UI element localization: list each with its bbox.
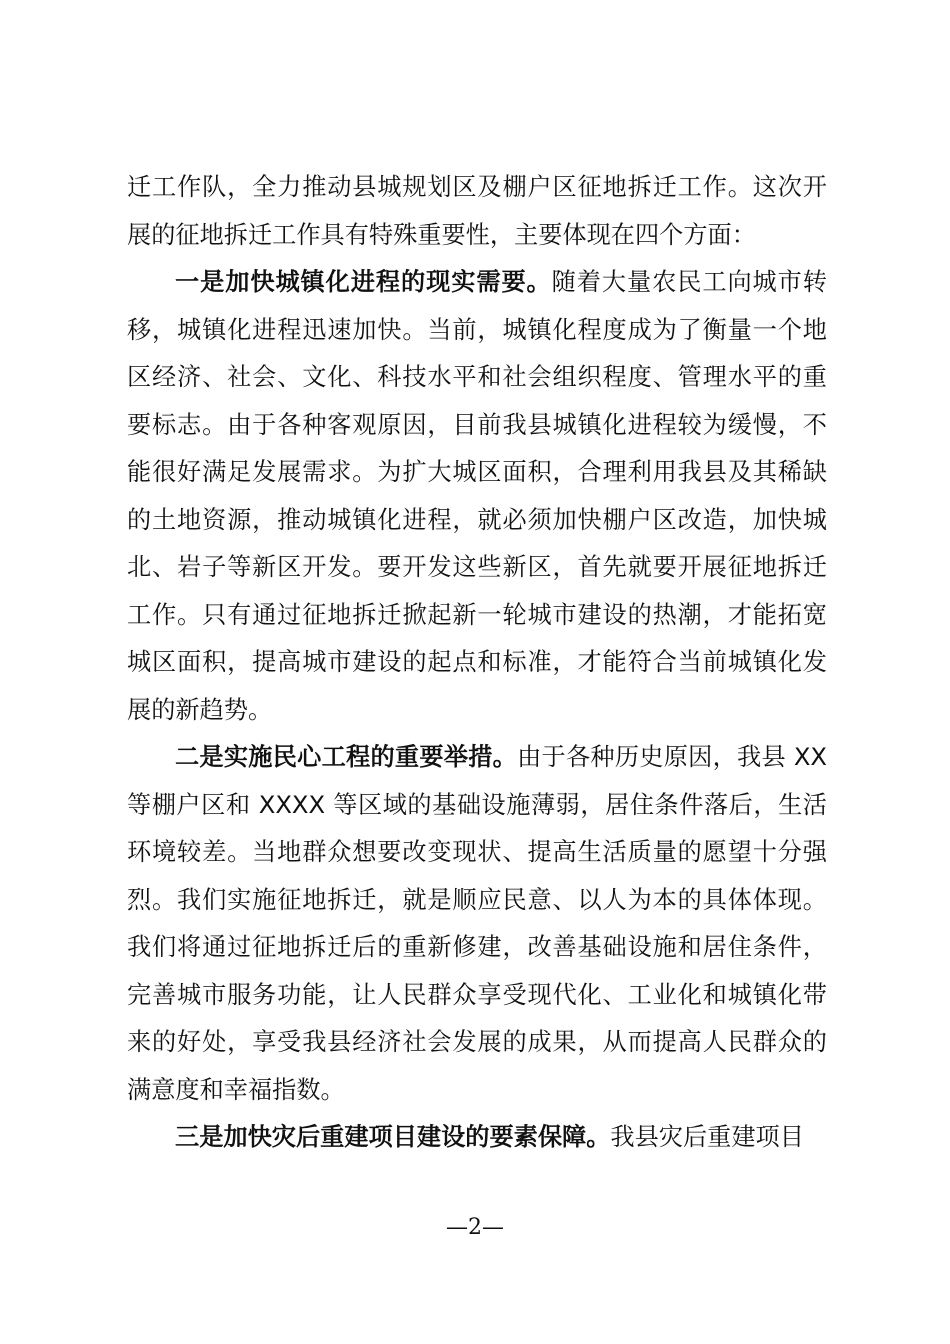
paragraph-point-3 — [127, 1114, 827, 1162]
paragraph-text: 我县灾后重建项目 — [610, 1123, 804, 1151]
paragraph-text: 由于各种历史原因，我县 XX 等棚户区和 XXXX 等区域的基础设施薄弱，居住条件落后，生活环境较差。当地群众想要改变现状、提高生活质量的愿望十分强烈。我们实施征地拆迁，就是顺应民意、以人为本的具体体现。我们将通过征地拆迁后的重新修建，改善基础设施和居住条件，完善城市服务功能，让人民群众享受现代化、工业化和城镇化带来的好处，享受我县经济社会发展的成果，从而提高人民群众的满意度和幸福指数。 — [127, 743, 827, 1104]
paragraph-text: 迁工作队，全力推动县城规划区及棚户区征地拆迁工作。这次开展的征地拆迁工作具有特殊重要性，主要体现在四个方面： — [127, 173, 827, 249]
paragraph-lead: 二是实施民心工程的重要举措。 — [175, 743, 518, 771]
paragraph-intro — [127, 164, 827, 259]
paragraph-lead: 一是加快城镇化进程的现实需要。 — [175, 268, 552, 296]
paragraph-lead: 三是加快灾后重建项目建设的要素保障。 — [175, 1123, 611, 1151]
paragraph-text: 随着大量农民工向城市转移，城镇化进程迅速加快。当前，城镇化程度成为了衡量一个地区经济、社会、文化、科技水平和社会组织程度、管理水平的重要标志。由于各种客观原因，目前我县城镇化进程较为缓慢，不能很好满足发展需求。为扩大城区面积，合理利用我县及其稀缺的土地资源，推动城镇化进程，就必须加快棚户区改造，加快城北、岩子等新区开发。要开发这些新区，首先就要开展征地拆迁工作。只有通过征地拆迁掀起新一轮城市建设的热潮，才能拓宽城区面积，提高城市建设的起点和标准，才能符合当前城镇化发展的新趋势。 — [127, 268, 827, 724]
paragraph-point-1 — [127, 259, 827, 734]
document-body — [127, 164, 827, 1162]
paragraph-point-2 — [127, 734, 827, 1114]
page-number: —2— — [446, 1215, 504, 1240]
